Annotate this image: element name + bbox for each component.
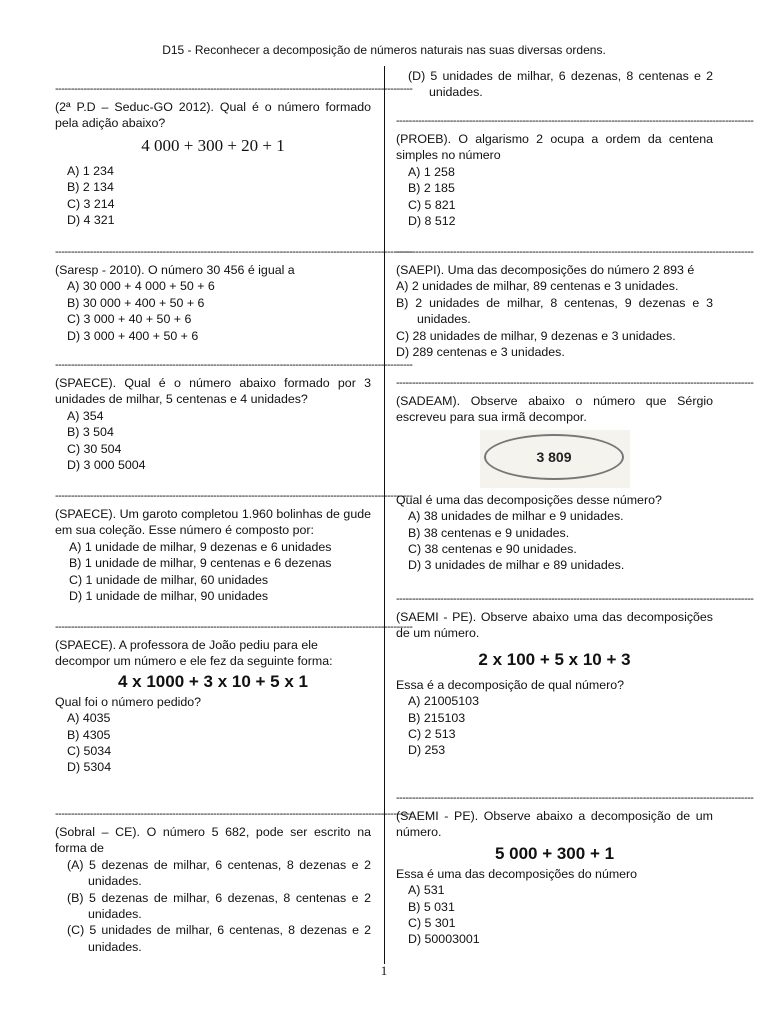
separator-line: ----------------------------------------------------------------------------------------------------------------- xyxy=(55,359,413,371)
question-8 xyxy=(396,246,754,360)
option-c: C) 28 unidades de milhar, 9 dezenas e 3 unidades. xyxy=(396,328,676,343)
separator-line: ----------------------------------------------------------------------------------------------------------------- xyxy=(55,83,413,95)
separator-line: ----------------------------------------------------------------------------------------------------------------- xyxy=(396,377,754,389)
formula: 4 x 1000 + 3 x 10 + 5 x 1 xyxy=(118,671,308,691)
option-b: B) 3 504 xyxy=(67,425,114,440)
question-stem: (Saresp - 2010). O número 30 456 é igual a xyxy=(55,263,295,277)
number-ellipse: 3 809 xyxy=(484,434,624,480)
separator-line: ----------------------------------------------------------------------------------------------------------------- xyxy=(55,490,413,502)
option-d: D) 3 000 + 400 + 50 + 6 xyxy=(67,328,199,343)
option-b: B) 2 unidades de milhar, 8 centenas, 9 dezenas e 3 unidades. xyxy=(396,295,713,327)
formula: 5 000 + 300 + 1 xyxy=(494,843,615,863)
option-a: A) 21005103 xyxy=(408,694,479,709)
page-header: D15 - Reconhecer a decomposição de números naturais nas suas diversas ordens. xyxy=(162,43,606,57)
options-list xyxy=(396,693,713,759)
option-c: C) 2 513 xyxy=(408,727,456,742)
option-a: A) 1 258 xyxy=(408,164,455,179)
options-list xyxy=(384,278,713,360)
options-list xyxy=(55,857,371,955)
formula: 2 x 100 + 5 x 10 + 3 xyxy=(478,649,631,669)
question-stem: (SAEMI - PE). Observe abaixo uma das decomposições de um número. xyxy=(396,610,713,641)
question-prompt: Essa é a decomposição de qual número? xyxy=(396,677,624,692)
option-d: D) 4 321 xyxy=(67,213,115,228)
options-list xyxy=(396,68,713,101)
question-prompt: Essa é uma das decomposições do número xyxy=(396,866,638,881)
formula: 4 000 + 300 + 20 + 1 xyxy=(141,135,285,155)
question-stem: (SPAECE). A professora de João pediu para ele decompor um número e ele fez da seguinte forma: xyxy=(55,638,333,669)
separator-line: ----------------------------------------------------------------------------------------------------------------- xyxy=(55,808,413,820)
option-b: B) 4305 xyxy=(67,727,111,742)
option-b: B) 215103 xyxy=(408,710,466,725)
options-list xyxy=(55,408,371,474)
option-b: B) 30 000 + 400 + 50 + 6 xyxy=(67,295,205,310)
option-b: B) 2 134 xyxy=(67,180,114,195)
option-d: D) 5304 xyxy=(67,760,112,775)
question-11 xyxy=(396,792,754,948)
option-a: A) 1 unidade de milhar, 9 dezenas e 6 unidades xyxy=(69,539,332,554)
question-6 xyxy=(55,808,413,955)
question-stem: (SPAECE). Qual é o número abaixo formado por 3 unidades de milhar, 5 centenas e 4 unidades? xyxy=(55,376,371,407)
option-c: C) 5034 xyxy=(67,744,112,759)
options-list xyxy=(55,539,371,605)
option-a: A) 2 unidades de milhar, 89 centenas e 3 unidades. xyxy=(396,279,679,294)
separator-line: ----------------------------------------------------------------------------------------------------------------- xyxy=(396,593,754,605)
page-number: 1 xyxy=(380,963,388,978)
options-list xyxy=(396,508,713,574)
option-a: A) 38 unidades de milhar e 9 unidades. xyxy=(408,509,624,524)
question-4 xyxy=(55,490,413,604)
option-d: (D) 5 unidades de milhar, 6 dezenas, 8 centenas e 2 unidades. xyxy=(408,69,713,100)
option-c: C) 3 214 xyxy=(67,196,115,211)
option-a: (A) 5 dezenas de milhar, 6 centenas, 8 dezenas e 2 unidades. xyxy=(67,857,371,889)
option-d: D) 3 unidades de milhar e 89 unidades. xyxy=(408,558,625,573)
option-c: C) 5 301 xyxy=(408,916,456,931)
option-a: A) 531 xyxy=(408,883,445,898)
question-9 xyxy=(396,377,754,574)
option-b: B) 2 185 xyxy=(408,181,455,196)
question-stem: (SADEAM). Observe abaixo o número que Sérgio escreveu para sua irmã decompor. xyxy=(396,394,713,425)
options-list xyxy=(396,882,713,948)
option-b: B) 38 centenas e 9 unidades. xyxy=(408,525,570,540)
question-stem: (SAEPI). Uma das decomposições do número 2 893 é xyxy=(396,263,695,277)
option-a: A) 30 000 + 4 000 + 50 + 6 xyxy=(67,279,215,294)
option-c: (C) 5 unidades de milhar, 6 centenas, 8 dezenas e 2 unidades. xyxy=(67,923,371,954)
option-b: B) 5 031 xyxy=(408,899,455,914)
separator-line: ----------------------------------------------------------------------------------------------------------------- xyxy=(55,621,413,633)
option-c: C) 3 000 + 40 + 50 + 6 xyxy=(67,312,192,327)
option-c: C) 38 centenas e 90 unidades. xyxy=(408,542,577,557)
question-7 xyxy=(396,115,754,229)
question-prompt: Qual é uma das decomposições desse número? xyxy=(396,492,662,507)
question-stem: (SAEMI - PE). Observe abaixo a decomposição de um número. xyxy=(396,809,713,840)
question-stem: (Sobral – CE). O número 5 682, pode ser escrito na forma de xyxy=(55,825,371,856)
option-c: C) 5 821 xyxy=(408,197,456,212)
options-list xyxy=(55,278,371,344)
options-list xyxy=(55,710,371,776)
question-10 xyxy=(396,593,754,759)
option-c: C) 1 unidade de milhar, 60 unidades xyxy=(69,572,269,587)
option-a: A) 354 xyxy=(67,408,104,423)
question-stem: (PROEB). O algarismo 2 ocupa a ordem da centena simples no número xyxy=(396,132,713,163)
question-2 xyxy=(55,246,413,344)
question-stem: (SPAECE). Um garoto completou 1.960 bolinhas de gude em sua coleção. Esse número é composto por: xyxy=(55,507,371,538)
column-divider xyxy=(384,66,385,964)
option-a: A) 1 234 xyxy=(67,163,114,178)
number-figure xyxy=(480,430,630,488)
option-a: A) 4035 xyxy=(67,711,111,726)
separator-line: ----------------------------------------------------------------------------------------------------------------- xyxy=(55,246,413,258)
option-b: (B) 5 dezenas de milhar, 6 dezenas, 8 centenas e 2 unidades. xyxy=(67,890,371,922)
separator-line: ----------------------------------------------------------------------------------------------------------------- xyxy=(396,792,754,804)
question-prompt: Qual foi o número pedido? xyxy=(55,694,202,709)
question-5 xyxy=(55,621,413,776)
question-3 xyxy=(55,359,413,473)
separator-line: ----------------------------------------------------------------------------------------------------------------- xyxy=(396,246,754,258)
question-1 xyxy=(55,83,413,228)
separator-line: ----------------------------------------------------------------------------------------------------------------- xyxy=(396,115,754,127)
option-b: B) 1 unidade de milhar, 9 centenas e 6 dezenas xyxy=(69,556,332,571)
option-d: D) 8 512 xyxy=(408,214,456,229)
question-6-continued xyxy=(396,68,713,101)
option-d: D) 50003001 xyxy=(408,932,480,947)
option-d: D) 289 centenas e 3 unidades. xyxy=(396,345,565,360)
question-stem: (2ª P.D – Seduc-GO 2012). Qual é o número formado pela adição abaixo? xyxy=(55,100,371,131)
option-d: D) 253 xyxy=(408,743,446,758)
options-list xyxy=(396,164,713,230)
options-list xyxy=(55,163,371,229)
option-c: C) 30 504 xyxy=(67,441,122,456)
option-d: D) 3 000 5004 xyxy=(67,458,146,473)
option-d: D) 1 unidade de milhar, 90 unidades xyxy=(69,589,269,604)
